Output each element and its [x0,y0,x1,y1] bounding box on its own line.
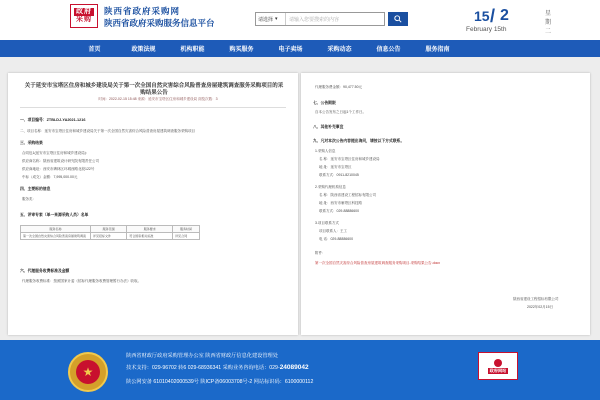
service-type: 服务类： [22,197,36,201]
site-footer [0,340,600,400]
project-number: 一、项目编号：ZTBLDJ-YA2021-1216 [20,118,86,122]
search-button[interactable] [388,12,408,26]
site-logo[interactable] [70,4,98,28]
contact-subheading: 1.采购人信息 [315,149,336,153]
table-cell: 第一次全国自然灾害综合风险普查房屋建筑调查 [21,233,91,240]
service-table [20,225,200,240]
purchaser-name: 名 称：延安市宝塔区住房和城乡建设局 [319,157,380,161]
nav-procurement-news[interactable]: 采购动态 [327,47,352,53]
search-input[interactable]: 请输入您要搜索的内容 [289,16,340,23]
section-heading: 七、公告期限 [313,101,336,105]
section-heading: 八、其他补充事宜 [313,125,344,129]
document-viewer [0,57,600,340]
date-weekday: 星期二 [544,11,551,35]
supplier-name: 供应商名称：陕西省建筑设计研究院有限责任公司 [22,159,99,163]
main-nav [0,40,600,57]
footer-support [126,364,309,371]
badge-icon [494,359,502,367]
section-heading: 五、评审专家（单一来源采购人员）名单 [20,213,89,217]
document-meta: 时间：2022-02-15 15:48 来源：延安市宝塔区住房和城乡建设局 浏览次数：3 [98,97,218,101]
site-title: 陕西省政府采购网 [104,6,181,16]
nav-home[interactable]: 首页 [88,47,101,53]
contract-package: 合同包1(延安市宝塔区住房和城乡建设局): [22,151,87,155]
table-header: 服务时间 [173,226,200,233]
document-page-1 [8,73,298,335]
contact-subheading: 3.项目联系方式 [315,221,339,225]
signature-org: 陕西省建设工程招标有限公司 [513,297,559,301]
nav-service-guide[interactable]: 服务指南 [425,47,450,53]
document-title: 关于延安市宝塔区住房和城乡建设局关于第一次全国自然灾害综合风险普查房屋建筑调查服务采购项目的采购结果公告 [24,83,284,96]
nav-policy[interactable]: 政策法规 [131,47,156,53]
chevron-down-icon: ▾ [275,16,278,22]
search-select-value: 请选择 [258,16,274,23]
table-cell: 详见合同 [173,233,200,240]
document-page-2 [301,73,590,335]
signature-date: 2022年02月15日 [527,305,554,309]
nav-announcements[interactable]: 信息公告 [376,47,401,53]
table-header-row [21,226,200,233]
logo-bottom-text: 采购 [76,16,92,23]
search-bar [255,12,385,26]
contact-subheading: 2.采购代理机构信息 [315,185,346,189]
agency-name: 名 称：陕西省建设工程招标有限公司 [319,193,376,197]
project-phone: 电 话：029-88886600 [319,237,354,241]
purchaser-address: 地 址：延安市宝塔区 [319,165,352,169]
project-contact: 项目联系人：王工 [319,229,347,233]
project-name: 二、项目名称：延安市宝塔区住房和城乡建设局关于第一次全国自然灾害综合风险普查房屋建筑调查服务采购项目 [20,129,195,133]
table-header: 服务范围 [91,226,127,233]
purchaser-contact: 联系方式：0911-8210045 [319,173,359,177]
gov-website-badge[interactable] [478,352,518,380]
date-english: February 15th [466,26,507,33]
section-heading: 九、凡对本次公告内容提出询问，请按以下方式联系。 [313,139,405,143]
attachment-label: 附件： [315,251,326,255]
award-amount: 中标（成交）金额：7,995,000.00元 [22,175,78,179]
site-subtitle: 陕西省政府采购服务信息平台 [104,18,215,28]
table-header: 服务名称 [21,226,91,233]
badge-label: 政府网站 [489,367,507,373]
site-header [0,0,600,40]
attachment-link[interactable]: 第一次全国自然灾害综合风险普查房屋建筑调查服务采购项目-采购结果公告.docx [315,261,441,265]
section-heading: 六、代理服务收费标准及金额 [20,269,70,273]
search-category-select[interactable] [256,13,286,25]
notice-period: 自本公告发布之日起1个工作日。 [315,110,366,114]
nav-institution[interactable]: 机构职能 [180,47,205,53]
footer-hotline: 24089042 [279,364,309,371]
section-heading: 四、主要标的信息 [20,187,51,191]
logo-top-text: 政府 [76,8,92,15]
divider [20,107,286,108]
nav-e-mall[interactable]: 电子卖场 [278,47,303,53]
date-month: 2 [500,7,509,24]
nav-purchase-service[interactable]: 购买服务 [229,47,254,53]
footer-registration: 陕公网安备 61010402000539号 陕ICP备06003708号-2 网站标识码：6100000112 [126,379,314,385]
national-emblem-icon: ★ [68,352,108,392]
table-header: 服务要求 [127,226,173,233]
supplier-address: 供应商地址：西安市碑林区环城西路北段122号 [22,167,95,171]
date-separator: / [490,6,496,26]
table-cell: 详见招标文件 [91,233,127,240]
date-day: 15 [474,8,490,24]
fee-standard: 代理服务收费标准：按照国家计委《招标代理服务收费管理暂行办法》收取。 [22,279,141,283]
footer-organizers: 陕西省财政厅政府采购管理办公室 陕西省财政厅信息化建设管理处 [126,353,278,359]
footer-support-text: 技术支持：029-96702 转6 029-68936341 采购业务咨询电话：029- [126,365,280,371]
agency-fee: 代理服务费金额：90,477.50元 [315,85,363,89]
section-heading: 三、采购结果 [20,141,43,145]
agency-address: 地 址：西安市雁塔区科技路 [319,201,362,205]
table-cell: 符合国家相关标准 [127,233,173,240]
agency-contact: 联系方式：029-88886600 [319,209,360,213]
table-row [21,233,200,240]
date-display [462,6,552,36]
search-icon [394,15,402,23]
